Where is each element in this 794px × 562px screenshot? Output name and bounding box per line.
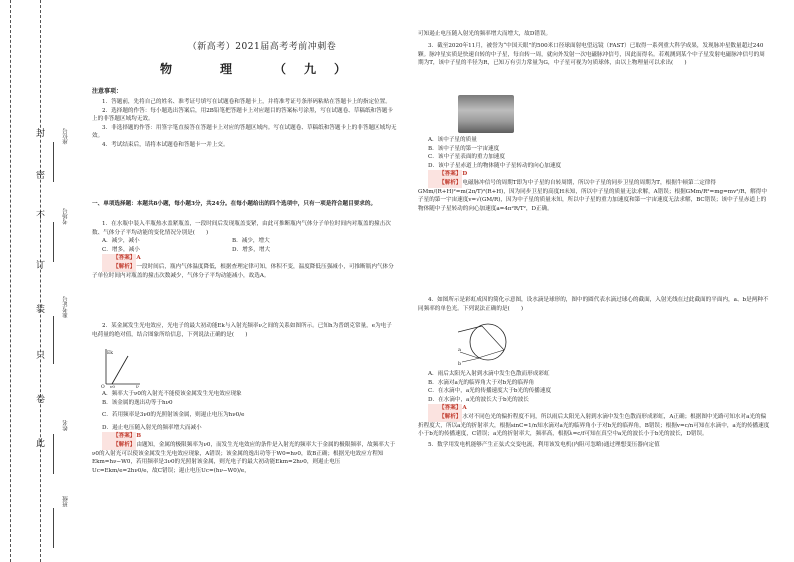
seal-char: 只 <box>36 351 46 361</box>
origin-label: O <box>101 385 105 388</box>
analysis-text: 水对不同色光的偏折程度不同，所以雨后太阳光入射到水滴中发生色散而形成彩虹，A正确；根据图中光路可知水对a光的偏折程度大，所以a光的折射率大，根据sinC=1/n知水滴对a光的临界角小于对b光的临界角，B错误；根据v=c/n可知在水滴中，a光的传播速度小于b光的传播速度，C错误；a光的折射率大，频率高，根据λ=c/f可知在真空中a光的波长小于b光的波长，D错误。 <box>418 413 770 438</box>
option[interactable]: D．增多，增大 <box>232 246 271 253</box>
option[interactable]: C．若用频率是3ν0的光照射该金属，则遏止电压为hν0/e <box>102 412 245 419</box>
answer-label: 【答案】 <box>428 170 462 179</box>
exam-room-field[interactable] <box>53 222 54 262</box>
option[interactable]: B．减少，增大 <box>232 238 270 245</box>
answer-label: 【答案】 <box>428 404 462 413</box>
cut-line-inner <box>40 0 41 562</box>
option[interactable]: A．该中子星的质量 <box>428 137 477 143</box>
reflected-ray <box>478 350 504 358</box>
analysis-text: 由题知，金属的极限频率为ν0，而发生光电效应的条件是入射光的频率大于金属的极限频率，故频率大于ν0的入射光可以使该金属发生光电效应现象，A错误；该金属的逸出功等于W0=hν0，故B正确；根据光电效应方程知Ekm=hν−W0，若用频率是3ν0的光照射该金属，则光电子的最大初动能Ekm=2hν0，则遏止电压Uc=Ekm/e=2hν0/e，故C错误；遏止电压Uc=(hν−W0)/e， <box>92 441 396 474</box>
answer-label: 【答案】 <box>102 432 136 441</box>
name-label: 姓名 <box>63 420 69 431</box>
question-4 <box>418 296 770 313</box>
section-heading: 一、单项选择题：本题共8小题，每小题3分，共24分。在每小题给出的四个选项中，只有一项是符合题目要求的。 <box>92 201 377 207</box>
y-axis-label: Ek <box>107 351 114 356</box>
class-field[interactable] <box>53 508 54 548</box>
analysis-label: 【解析】 <box>428 179 462 188</box>
question-5-stem: 5．数学用发电机能够产生正弦式交变电流，利用该发电机(内阻可忽略)通过理想变压器向定值 <box>428 441 660 448</box>
ticket-number-label: 准考证号 <box>63 296 69 318</box>
answer-label: 【答案】 <box>102 254 136 263</box>
cut-line-outer <box>10 0 11 562</box>
analysis-text: 一段时间后，瓶内气体温度降低，根据查理定律可知，体积不变，温度降低压强减小，可推断瓶内气体分子单位时间内对瓶盖的撞击次数减少，气体分子平均动能减小，故选A。 <box>92 263 394 279</box>
question-1 <box>92 220 397 280</box>
option[interactable]: B．水滴对a光的临界角大于对b光的临界角 <box>428 379 535 386</box>
option[interactable]: C．在水滴中，a光的传播速度大于b光的传播速度 <box>428 388 552 395</box>
binding-margin <box>0 0 86 562</box>
seal-char: 密 <box>36 171 46 181</box>
q1-options <box>92 237 397 254</box>
q2-continuation: 可知遏止电压随入射光的频率增大而增大，故D错误。 <box>418 31 552 37</box>
seat-number-field[interactable] <box>53 142 54 182</box>
analysis-text: 电磁脉冲信号的周期T即为中子星的自转周期，所以中子星的同步卫星的周期为T，根据牛顿第二定律得GMm/(R+H)²=m(2π/T)²(R+H)，因为同步卫星的高度H未知，所以中子星的质量无法求解，A错误；根据GMm/R²=mg=mv²/R，解得中子星的第一宇宙速度v=√(GM/R)，因为中子星的质量未知，所以中子星的重力加速度和第一宇宙速度无法求解，BC错误；该中子星赤道上的物体随中子星转动的向心加速度a=4π²R/T²，D正确。 <box>418 179 767 212</box>
notice-item: 1．答题前，先将自己的姓名、准考证号填写在试题卷和答题卡上，并将准考证号条形码粘贴在答题卡上的指定位置。 <box>102 99 391 105</box>
question-2 <box>92 322 397 339</box>
seal-char: 不 <box>36 211 46 221</box>
question-stem: 1．在水瓶中装入半瓶热水盖紧瓶盖，一段时间后发现瓶盖变紧，由此可推断瓶内气体分子单位时间内对瓶盖的撞击次数、气体分子平均动能的变化情况分别是( ) <box>92 221 391 236</box>
name-field[interactable] <box>53 434 54 474</box>
option[interactable]: C．增多，减小 <box>102 246 140 253</box>
rainbow-diagram <box>458 318 528 366</box>
seat-number-label: 座位号 <box>63 128 69 145</box>
question-stem: 4．如图所示是彩虹成因的简化示意图，设水滴是球形的，图中的圆代表水滴过球心的截面，入射光线在过此截面的平面内，a、b是两种不同频率的单色光。下列说法正确的是( ) <box>418 297 769 312</box>
option[interactable]: C．该中子星表面的重力加速度 <box>428 154 505 161</box>
seal-char: 封 <box>36 129 46 139</box>
option[interactable]: A．雨后太阳光入射到水滴中发生色散而形成彩虹 <box>428 371 550 377</box>
answer-value: A <box>462 405 467 412</box>
option[interactable]: D．遏止电压随入射光的频率增大而减小 <box>102 424 202 431</box>
seal-char: 卷 <box>36 395 46 405</box>
ek-line <box>112 356 128 384</box>
exam-title: （新高考）2021届高考考前冲刺卷 <box>187 42 337 52</box>
answer-value: D <box>462 171 468 178</box>
q4-options <box>418 370 770 404</box>
q4-body <box>418 370 770 449</box>
seal-char: 订 <box>36 261 46 271</box>
ray-b <box>462 358 480 362</box>
question-stem: 2．某金属发生光电效应，光电子的最大初动能Ek与入射光频率ν之间的关系如图所示。已知h为普朗克常量，e为电子电荷量的绝对值，结合图象所给信息，下列说法正确的是( ) <box>92 323 392 338</box>
incident-ray <box>458 326 482 332</box>
notice-item: 3．非选择题的作答：用签字笔直接答在答题卡上对应的答题区域内。写在试题卷、草稿纸和答题卡上的非答题区域均无效。 <box>92 124 397 140</box>
q2-options <box>92 390 397 432</box>
subject-title: 物 理 （九） <box>159 62 364 76</box>
label-b: b <box>458 361 462 366</box>
fast-telescope-photo <box>458 95 514 133</box>
option[interactable]: D．在水滴中，a光的波长大于b光的波长 <box>428 396 529 403</box>
label-a: a <box>458 347 461 353</box>
question-stem: 3．截至2020年11月，被誉为“中国天眼”的500米口径球面射电望远镜（FAST）已取得一系列重大科学成果，发现脉冲星数量超过240颗。脉冲星实质是快速自转的中子星，每自转一周，就向外发射一次电磁脉冲信号，因此而得名。若观测到某个中子星发射电磁脉冲信号的周期为T，该中子星的半径为R，已知万有引力常量为G，中子星可视为匀质球体，由以上物理量可以求出( ) <box>418 43 765 67</box>
notice-item: 2．选择题的作答：每小题选出答案后，用2B铅笔把答题卡上对应题目的答案标号涂黑，写在试题卷、草稿纸和答题卡上的非答题区域均无效。 <box>92 107 393 123</box>
q3-options <box>418 136 770 170</box>
notice-heading: 注意事项： <box>92 88 123 95</box>
exam-room-label: 考场号 <box>63 208 69 225</box>
analysis-label: 【解析】 <box>102 263 136 272</box>
option[interactable]: B．该中子星的第一宇宙速度 <box>428 145 500 152</box>
seal-char: 此 <box>36 439 46 449</box>
analysis-label: 【解析】 <box>428 413 462 422</box>
question-3 <box>418 42 770 68</box>
q2-graph <box>100 346 142 388</box>
answer-value: A <box>136 255 141 262</box>
answer-value: B <box>136 433 142 440</box>
notice-list <box>92 98 397 150</box>
option[interactable]: B．该金属的逸出功等于hν0 <box>102 399 173 406</box>
ticket-number-field[interactable] <box>53 316 54 364</box>
x-axis-label: ν <box>136 385 139 388</box>
notice-item: 4．考试结束后，请将本试题卷和答题卡一并上交。 <box>102 141 229 148</box>
analysis-label: 【解析】 <box>102 441 136 450</box>
water-drop <box>470 324 506 360</box>
option[interactable]: A．频率大于ν0的入射光不能使该金属发生光电效应现象 <box>102 391 242 397</box>
seal-char: 装 <box>36 305 46 315</box>
q3-body <box>418 136 770 213</box>
option[interactable]: D．该中子星赤道上的物体随中子星转动的向心加速度 <box>428 162 562 169</box>
q2-body <box>92 390 397 475</box>
class-label: 班级 <box>63 496 69 507</box>
threshold-label: ν0 <box>110 384 115 388</box>
option[interactable]: A．减少，减小 <box>102 238 140 245</box>
